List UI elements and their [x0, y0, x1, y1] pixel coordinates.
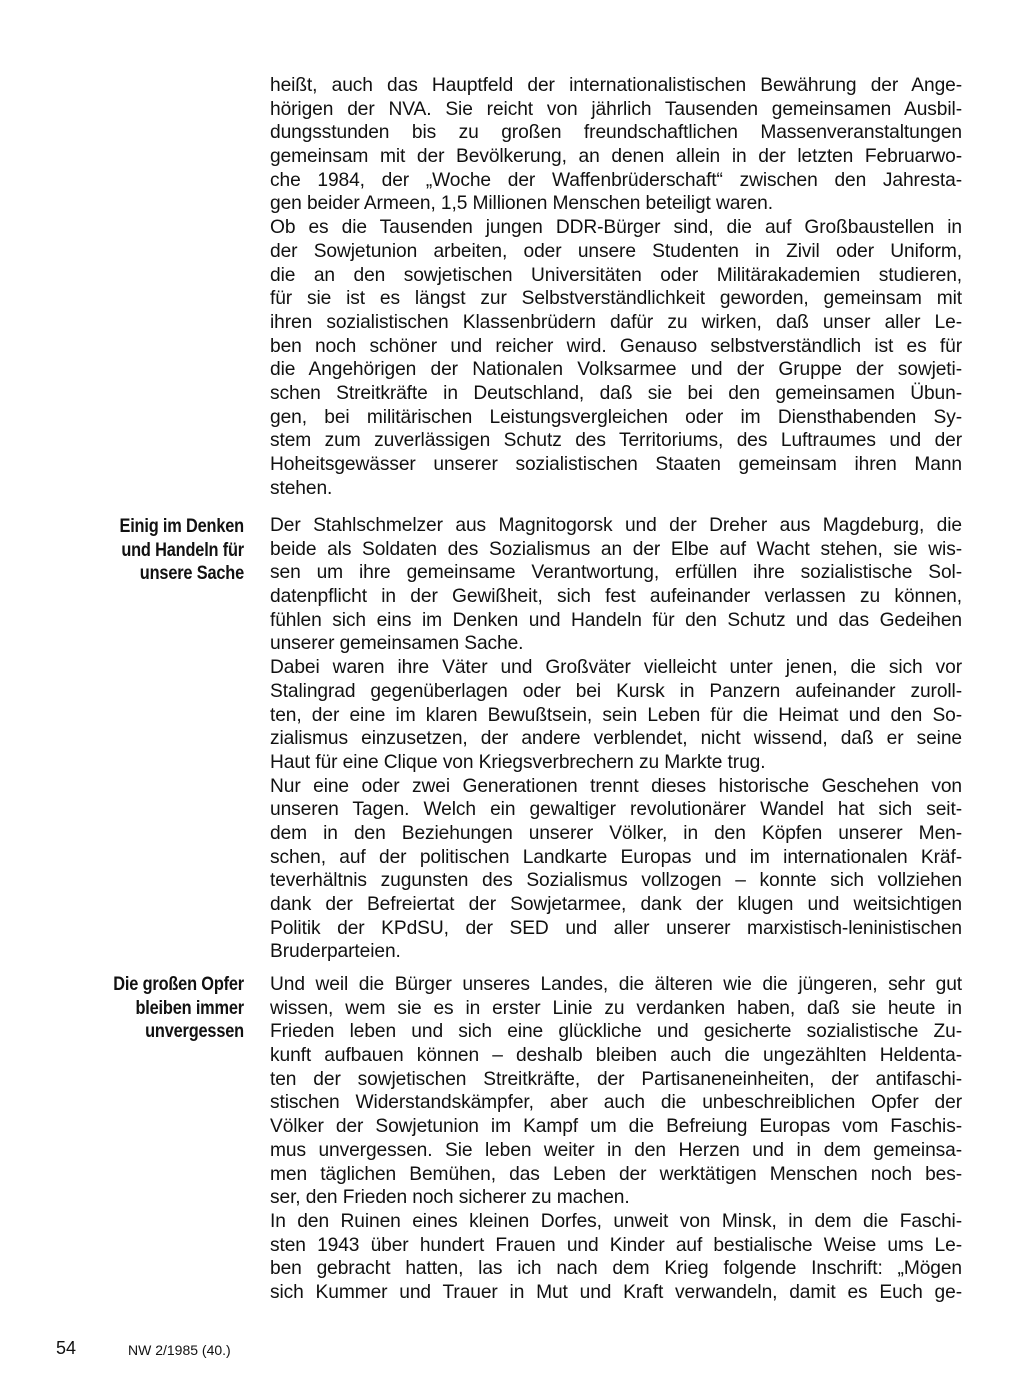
text-line: ben noch schöner und reicher wird. Genauso selbstverständlich ist es für — [270, 335, 962, 357]
text-line: Dabei waren ihre Väter und Großväter vielleicht unter jenen, die sich vor — [270, 657, 962, 679]
text-line: dank der Befreiertat der Sowjetarmee, dank der klugen und weitsichtigen — [270, 894, 962, 915]
text-line: Stalingrad gegenüberlagen oder bei Kursk in Panzern aufeinander zuroll- — [270, 680, 962, 702]
text-line: mus unvergessen. Sie leben weiter in den Herzen und in dem gemeinsa- — [270, 1139, 962, 1161]
margin-heading-line: unsere Sache — [139, 563, 244, 584]
text-line: Nur eine oder zwei Generationen trennt dieses historische Geschehen von — [270, 775, 962, 797]
text-line: teverhältnis zugunsten des Sozialismus vollzogen – konnte sich vollziehen — [270, 870, 962, 892]
margin-heading-line: bleiben immer — [135, 997, 244, 1019]
text-line: stem zum zuverlässigen Schutz des Territoriums, des Luftraumes und der — [270, 430, 962, 452]
text-line: Frieden leben und sich eine glückliche und gesicherte sozialistische Zu- — [270, 1021, 962, 1043]
text-line: Völker der Sowjetunion im Kampf um die Befreiung Europas vom Faschis- — [270, 1116, 962, 1138]
text-line: sen um ihre gemeinsame Verantwortung, erfüllen ihre sozialistische Sol- — [270, 562, 962, 584]
text-line: Der Stahlschmelzer aus Magnitogorsk und der Dreher aus Magdeburg, die — [270, 515, 962, 536]
text-line: ben gebracht hatten, las ich nach dem Krieg folgende Inschrift: „Mögen — [270, 1258, 962, 1280]
text-line: stischen Widerstandskämpfer, aber auch die unbeschreiblichen Opfer der — [270, 1092, 962, 1114]
text-block-einig — [270, 514, 962, 964]
text-line: schen Streitkräfte in Deutschland, daß sie bei den gemeinsamen Übun- — [270, 382, 962, 404]
text-line: der Sowjetunion arbeiten, oder unsere Studenten in Zivil oder Uniform, — [270, 240, 962, 262]
text-line: zialismus einzusetzen, der andere verblendet, nicht wissend, daß er seine — [270, 728, 962, 750]
text-line: dem in den Beziehungen unserer Völker, in den Köpfen unserer Men- — [270, 822, 962, 844]
text-block-opfer — [270, 973, 962, 1305]
text-line: gen beider Armeen, 1,5 Millionen Menschen beteiligt waren. — [270, 193, 773, 215]
page-number: 54 — [56, 1338, 77, 1358]
text-line: wissen, wem sie es in erster Linie zu verdanken haben, daß sie heute in — [270, 997, 962, 1019]
text-line: sten 1943 über hundert Frauen und Kinder auf bestialische Weise ums Le- — [270, 1234, 962, 1256]
text-line: sich Kummer und Trauer in Mut und Kraft verwandeln, damit es Euch ge- — [270, 1281, 962, 1303]
text-line: che 1984, der „Woche der Waffenbrüderschaft“ zwischen den Jahresta- — [270, 169, 962, 191]
text-block-intro — [270, 74, 962, 500]
margin-heading-line: Die großen Opfer — [113, 974, 245, 995]
text-line: ten, der eine im klaren Bewußtsein, sein Leben für die Heimat und den So- — [270, 704, 962, 726]
text-line: kunft aufbauen können – deshalb bleiben auch die ungezählten Heldenta- — [270, 1045, 962, 1067]
text-line: datenpflicht in der Gewißheit, sich fest aufeinander verlassen zu können, — [270, 586, 962, 608]
margin-heading-line: Einig im Denken — [119, 516, 244, 537]
text-line: Ob es die Tausenden jungen DDR-Bürger sind, die auf Großbaustellen in — [270, 217, 962, 239]
text-line: für sie ist es längst zur Selbstverständlichkeit geworden, gemeinsam mit — [270, 288, 962, 310]
text-line: men täglichen Bemühen, das Leben der werktätigen Menschen noch bes- — [270, 1163, 962, 1185]
margin-heading-line: unvergessen — [145, 1021, 244, 1042]
text-line: die an den sowjetischen Universitäten oder Militärakademien studieren, — [270, 264, 962, 286]
text-line: gen, bei militärischen Leistungsvergleichen oder im Diensthabenden Sy- — [270, 406, 962, 428]
text-line: schen, auf der politischen Landkarte Europas und im internationalen Kräf- — [270, 846, 962, 868]
text-line: ten der sowjetischen Streitkräfte, der Partisaneneinheiten, der antifaschi- — [270, 1068, 962, 1090]
margin-heading-line: und Handeln für — [121, 539, 244, 561]
issue-reference: NW 2/1985 (40.) — [128, 1342, 231, 1358]
text-line: unserer gemeinsamen Sache. — [270, 633, 524, 655]
text-line: die Angehörigen der Nationalen Volksarmee und der Gruppe der sowjeti- — [270, 359, 962, 381]
text-line: ihren sozialistischen Klassenbrüdern dafür zu wirken, daß unser aller Le- — [270, 311, 962, 333]
text-line: Politik der KPdSU, der SED und aller unserer marxistisch-leninistischen — [270, 917, 962, 939]
text-line: gemeinsam mit der Bevölkerung, an denen allein in der letzten Februarwo- — [270, 146, 962, 168]
text-line: dungsstunden bis zu großen freundschaftlichen Massenveranstaltungen — [270, 122, 962, 144]
text-line: Bruderparteien. — [270, 941, 401, 963]
text-line: beide als Soldaten des Sozialismus an der Elbe auf Wacht stehen, sie wis- — [270, 538, 962, 560]
text-line: Hoheitsgewässer unserer sozialistischen Staaten gemeinsam ihren Mann — [270, 454, 962, 475]
text-line: Und weil die Bürger unseres Landes, die älteren wie die jüngeren, sehr gut — [270, 974, 962, 995]
text-line: fühlen sich eins im Denken und Handeln für den Schutz und das Gedeihen — [270, 609, 962, 631]
text-line: unseren Tagen. Welch ein gewaltiger revolutionärer Wandel hat sich seit- — [270, 799, 962, 821]
text-line: ser, den Frieden noch sicherer zu machen. — [270, 1187, 630, 1209]
text-line: Haut für eine Clique von Kriegsverbrechern zu Markte trug. — [270, 751, 766, 773]
text-line: hörigen der NVA. Sie reicht von jährlich Tausenden gemeinsamen Ausbil- — [270, 98, 962, 120]
text-line: heißt, auch das Hauptfeld der internationalistischen Bewährung der Ange- — [270, 75, 962, 96]
text-line: stehen. — [270, 477, 333, 499]
margin-heading-einig — [64, 515, 244, 586]
text-line: In den Ruinen eines kleinen Dorfes, unweit von Minsk, in dem die Faschi- — [270, 1210, 962, 1232]
margin-heading-opfer — [64, 973, 244, 1044]
